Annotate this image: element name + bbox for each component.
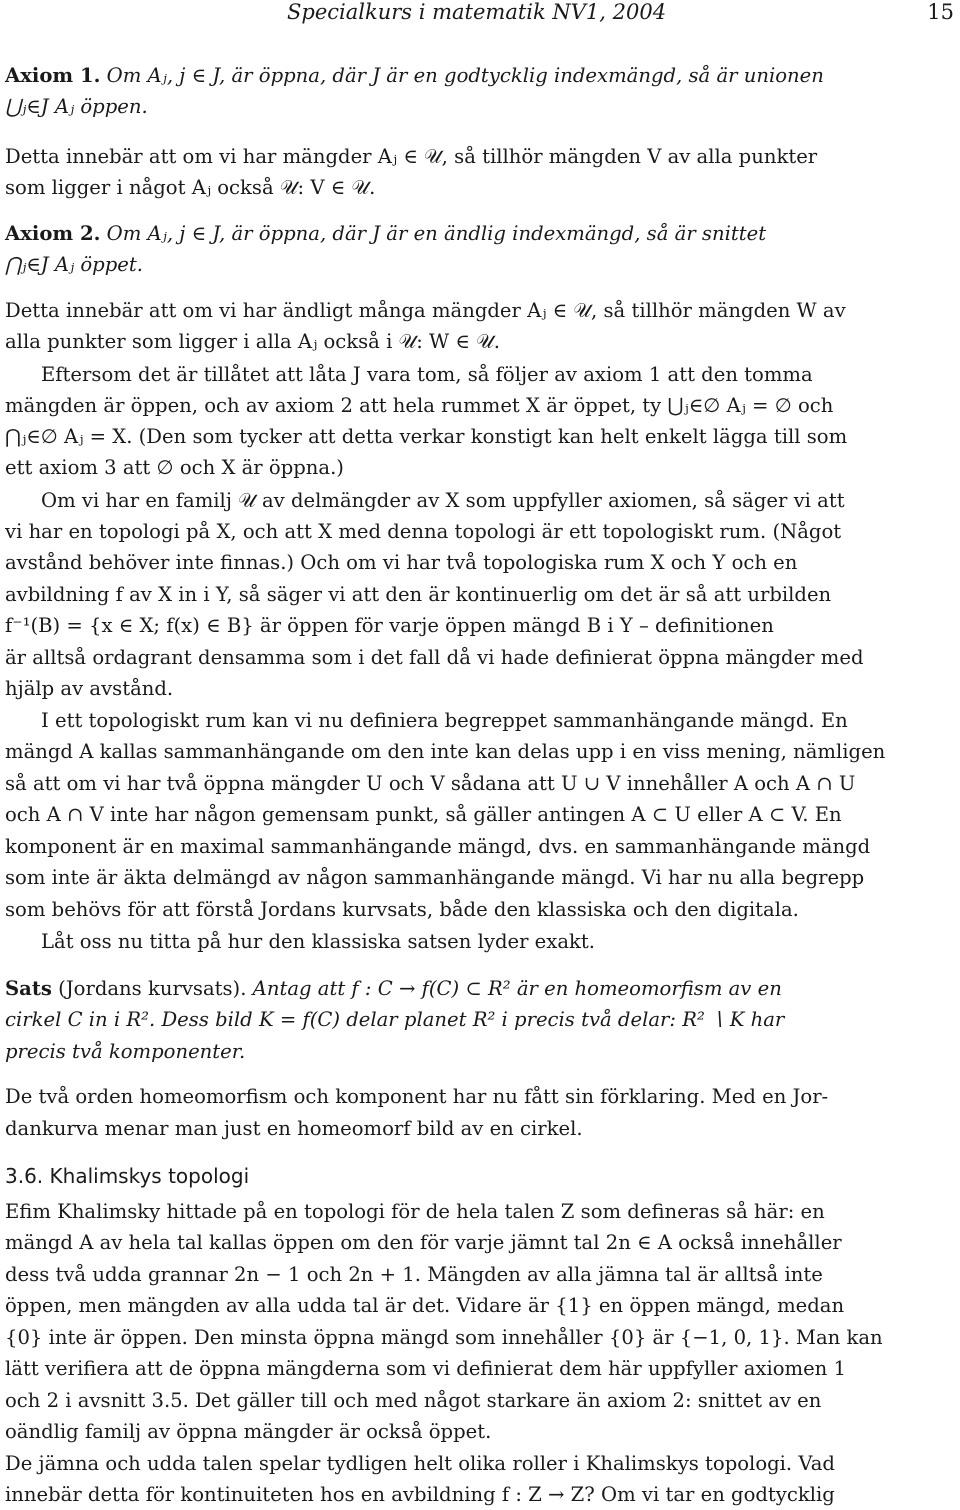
section-number: 3.6. bbox=[5, 1164, 44, 1188]
axiom-2-line2: ⋂ⱼ∈J Aⱼ öppet. bbox=[5, 253, 143, 276]
para5-line1: I ett topologiskt rum kan vi nu definiera begreppet sammanhängande mängd. En bbox=[41, 709, 848, 732]
axiom-2-text: Om Aⱼ, j ∈ J, är öppna, där J är en ändlig indexmängd, så är snittet bbox=[106, 222, 767, 245]
axiom-1-label: Axiom 1. bbox=[5, 64, 101, 87]
theorem-label: Sats bbox=[5, 977, 52, 1000]
para8-line5: {0} inte är öppen. Den minsta öppna mängd som innehåller {0} är {−1, 0, 1}. Man kan bbox=[5, 1326, 883, 1349]
para9-line2: innebär detta för kontinuiteten hos en avbildning f : Z → Z? Om vi tar en godtycklig bbox=[5, 1483, 835, 1506]
para6-line1: Låt oss nu titta på hur den klassiska satsen lyder exakt. bbox=[41, 930, 595, 953]
para1-line1: Detta innebär att om vi har mängder Aⱼ ∈ 𝒰, så tillhör mängden V av alla punkter bbox=[5, 145, 818, 168]
para4-line6: är alltså ordagrant densamma som i det fall då vi hade definierat öppna mängder med bbox=[5, 646, 864, 669]
page-number: 15 bbox=[927, 0, 954, 24]
section-heading bbox=[5, 1161, 955, 1192]
para8-line8: oändlig familj av öppna mängder är också öppet. bbox=[5, 1420, 492, 1443]
running-header-title: Specialkurs i matematik NV1, 2004 bbox=[287, 0, 667, 24]
axiom-1 bbox=[5, 60, 955, 91]
para5-line3: så att om vi har två öppna mängder U och V sådana att U ∪ V innehåller A och A ∩ U bbox=[5, 772, 856, 795]
para4-line5: f⁻¹(B) = {x ∈ X; f(x) ∈ B} är öppen för varje öppen mängd B i Y – definitionen bbox=[5, 614, 774, 637]
para8-line4: öppen, men mängden av alla udda tal är det. Vidare är {1} en öppen mängd, medan bbox=[5, 1294, 845, 1317]
para4-line2: vi har en topologi på X, och att X med denna topologi är ett topologiskt rum. (Något bbox=[5, 520, 842, 543]
para5-line4: och A ∩ V inte har någon gemensam punkt, så gäller antingen A ⊂ U eller A ⊂ V. En bbox=[5, 803, 842, 826]
para8-line7: och 2 i avsnitt 3.5. Det gäller till och med något starkare än axiom 2: snittet av en bbox=[5, 1389, 822, 1412]
para5-line7: som behövs för att förstå Jordans kurvsats, både den klassiska och den digitala. bbox=[5, 898, 799, 921]
para3-line1: Eftersom det är tillåtet att låta J vara tom, så följer av axiom 1 att den tomma bbox=[41, 363, 813, 386]
para8-line6: lätt verifiera att de öppna mängderna som vi definierat dem här uppfyller axiomen 1 bbox=[5, 1357, 846, 1380]
para5-line2: mängd A kallas sammanhängande om den inte kan delas upp i en viss mening, nämligen bbox=[5, 740, 886, 763]
para1-line2: som ligger i något Aⱼ också 𝒰: V ∈ 𝒰. bbox=[5, 176, 376, 199]
theorem-text-line3: precis två komponenter. bbox=[5, 1040, 246, 1063]
theorem-text-line2: cirkel C in i R². Dess bild K = f(C) delar planet R² i precis två delar: R² ∖ K har bbox=[5, 1008, 785, 1031]
para8-line1: Efim Khalimsky hittade på en topologi för de hela talen Z som defineras så här: en bbox=[5, 1200, 825, 1223]
para2-line2: alla punkter som ligger i alla Aⱼ också i 𝒰: W ∈ 𝒰. bbox=[5, 330, 501, 353]
axiom-1-text: Om Aⱼ, j ∈ J, är öppna, där J är en godtycklig indexmängd, så är unionen bbox=[106, 64, 824, 87]
para4-line4: avbildning f av X in i Y, så säger vi att den är kontinuerlig om det är så att urbilden bbox=[5, 583, 832, 606]
para7-line2: dankurva menar man just en homeomorf bild av en cirkel. bbox=[5, 1117, 583, 1140]
theorem-jordan bbox=[5, 973, 955, 1004]
para4-line1: Om vi har en familj 𝒰 av delmängder av X som uppfyller axiomen, så säger vi att bbox=[41, 489, 845, 512]
para9-line1: De jämna och udda talen spelar tydligen helt olika roller i Khalimskys topologi. Vad bbox=[5, 1452, 835, 1475]
para8-line3: dess två udda grannar 2n − 1 och 2n + 1. Mängden av alla jämna tal är alltså inte bbox=[5, 1263, 823, 1286]
para3-line3: ⋂ⱼ∈∅ Aⱼ = X. (Den som tycker att detta verkar konstigt kan helt enkelt lägga till som bbox=[5, 425, 848, 448]
para3-line4: ett axiom 3 att ∅ och X är öppna.) bbox=[5, 456, 344, 479]
theorem-name: (Jordans kurvsats). bbox=[58, 977, 247, 1000]
para3-line2: mängden är öppen, och av axiom 2 att hela rummet X är öppet, ty ⋃ⱼ∈∅ Aⱼ = ∅ och bbox=[5, 394, 834, 417]
para8-line2: mängd A av hela tal kallas öppen om den för varje jämnt tal 2n ∈ A också innehåller bbox=[5, 1231, 842, 1254]
axiom-1-line2: ⋃ⱼ∈J Aⱼ öppen. bbox=[5, 95, 148, 118]
para2-line1: Detta innebär att om vi har ändligt många mängder Aⱼ ∈ 𝒰, så tillhör mängden W av bbox=[5, 299, 846, 322]
para4-line7: hjälp av avstånd. bbox=[5, 677, 174, 700]
para5-line6: som inte är äkta delmängd av någon sammanhängande mängd. Vi har nu alla begrepp bbox=[5, 866, 865, 889]
para7-line1: De två orden homeomorfism och komponent har nu fått sin förklaring. Med en Jor- bbox=[5, 1085, 829, 1108]
axiom-2-label: Axiom 2. bbox=[5, 222, 101, 245]
axiom-2 bbox=[5, 218, 955, 249]
theorem-text-line1: Antag att f : C → f(C) ⊂ R² är en homeomorfism av en bbox=[252, 977, 782, 1000]
para5-line5: komponent är en maximal sammanhängande mängd, dvs. en sammanhängande mängd bbox=[5, 835, 871, 858]
section-title: Khalimskys topologi bbox=[49, 1164, 250, 1188]
para4-line3: avstånd behöver inte finnas.) Och om vi har två topologiska rum X och Y och en bbox=[5, 551, 798, 574]
